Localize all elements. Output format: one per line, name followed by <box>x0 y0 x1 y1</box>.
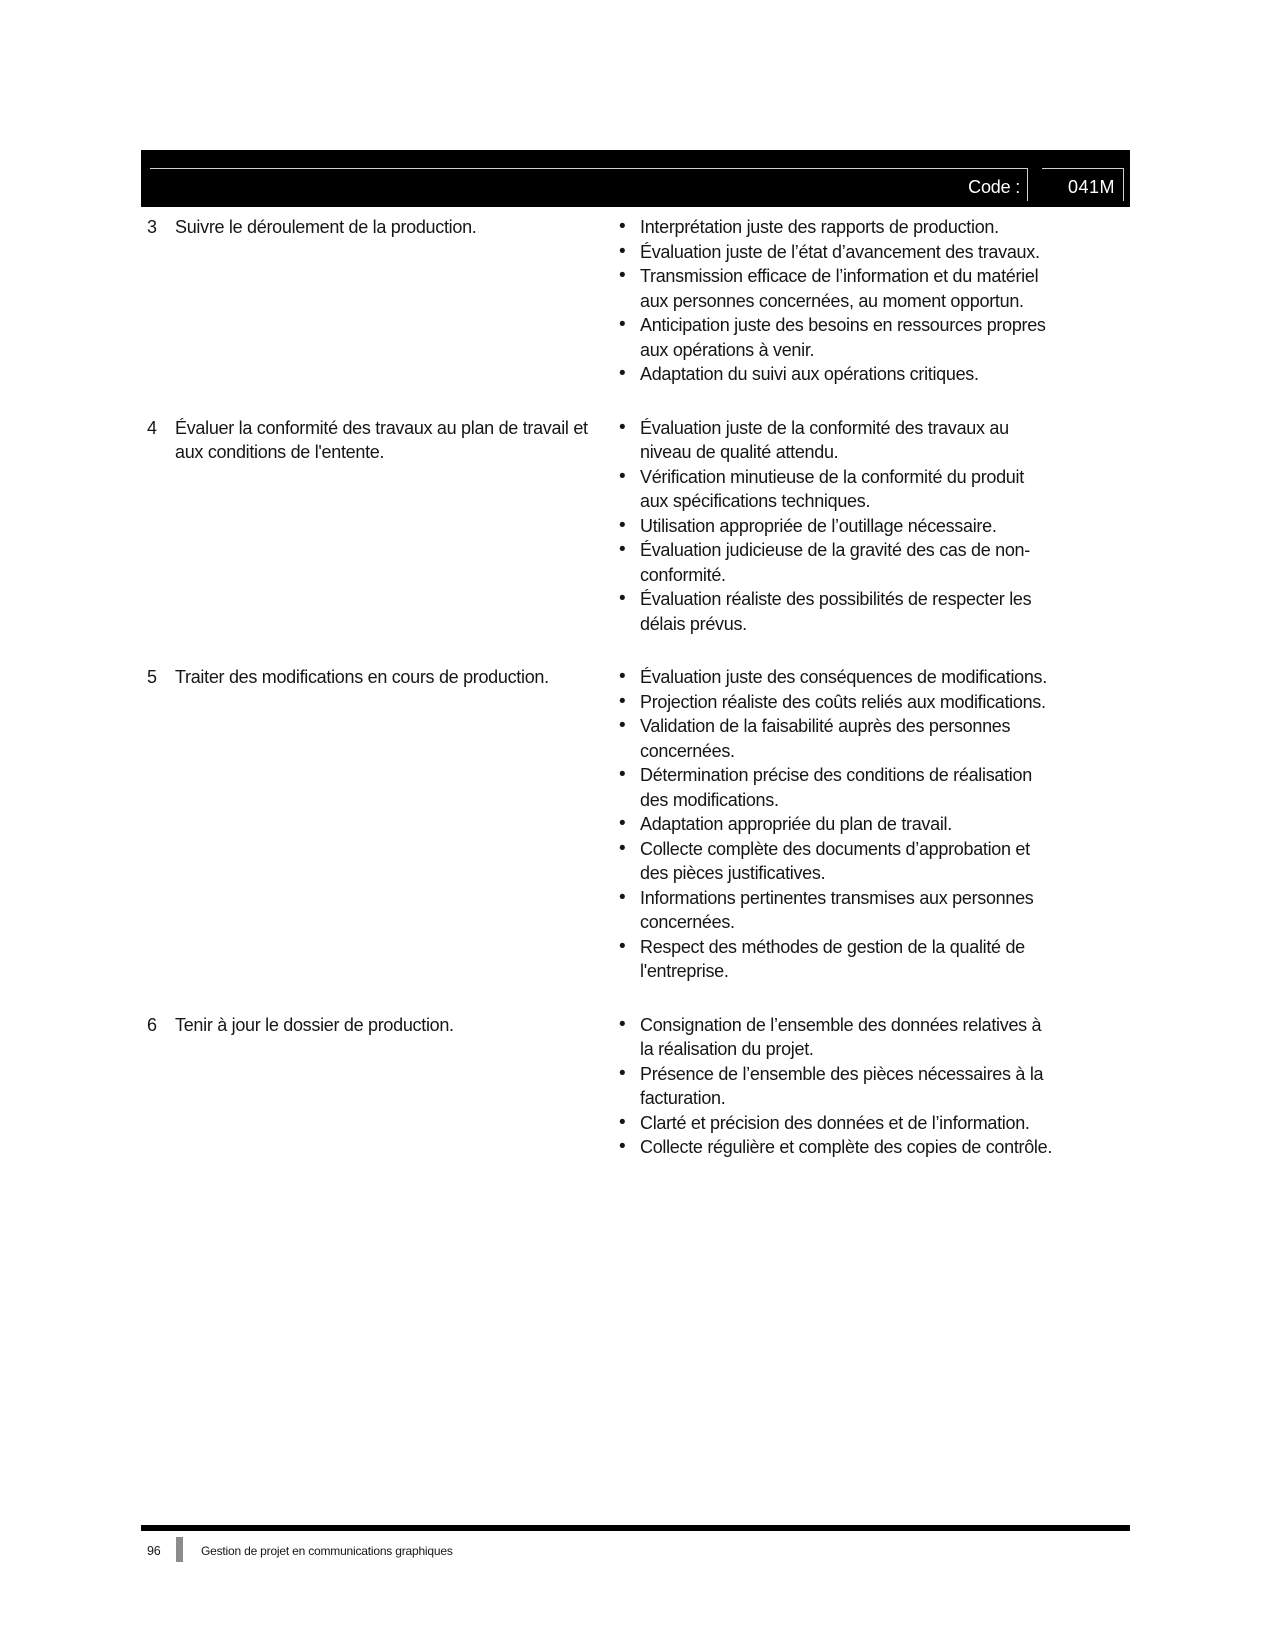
criterion-item: • Collecte régulière et complète des copies de contrôle. <box>613 1135 1055 1160</box>
criteria-list <box>613 215 1055 387</box>
objective-text: Tenir à jour le dossier de production. <box>175 1014 454 1035</box>
criterion-item: • Vérification minutieuse de la conformité du produit aux spécifications techniques. <box>613 465 1055 514</box>
criteria-list <box>613 665 1055 984</box>
objective-text: Suivre le déroulement de la production. <box>175 217 477 237</box>
criterion-item: • Anticipation juste des besoins en ressources propres aux opérations à venir. <box>613 313 1055 362</box>
header-divider-right <box>1123 168 1124 201</box>
criterion-item: • Transmission efficace de l’information et du matériel aux personnes concernées, au moment opportun. <box>613 264 1055 313</box>
header-rule-left <box>150 168 1027 169</box>
objective-number: 6 <box>147 1014 157 1035</box>
criterion-item: • Évaluation juste des conséquences de modifications. <box>613 665 1055 690</box>
objective-text: Traiter des modifications en cours de production. <box>175 667 549 687</box>
footer-rule <box>141 1525 1130 1531</box>
criterion-item: • Validation de la faisabilité auprès des personnes concernées. <box>613 714 1055 763</box>
objective <box>147 215 613 387</box>
criteria-list <box>613 1013 1055 1160</box>
criterion-item: • Présence de l’ensemble des pièces nécessaires à la facturation. <box>613 1062 1055 1111</box>
criterion-item: • Évaluation juste de l’état d’avancement des travaux. <box>613 240 1055 265</box>
header-code-bar <box>141 150 1130 207</box>
section-row <box>147 1013 1275 1160</box>
objective-number: 5 <box>147 667 157 687</box>
criterion-item: • Utilisation appropriée de l’outillage nécessaire. <box>613 514 1055 539</box>
criterion-item: • Informations pertinentes transmises aux personnes concernées. <box>613 886 1055 935</box>
objective-number: 4 <box>147 417 157 438</box>
criterion-item: • Détermination précise des conditions de réalisation des modifications. <box>613 763 1055 812</box>
criterion-item: • Consignation de l’ensemble des données relatives à la réalisation du projet. <box>613 1013 1055 1062</box>
criterion-item: • Interprétation juste des rapports de production. <box>613 215 1055 240</box>
criterion-item: • Adaptation appropriée du plan de travail. <box>613 812 1055 837</box>
code-value: 041M <box>1067 177 1115 197</box>
code-label: Code : <box>968 177 1020 197</box>
criterion-item: • Évaluation judicieuse de la gravité des cas de non-conformité. <box>613 538 1055 587</box>
footer-document-title: Gestion de projet en communications graphiques <box>201 1544 453 1558</box>
footer-page-number: 96 <box>147 1544 161 1558</box>
criteria-list <box>613 416 1055 637</box>
criterion-item: • Projection réaliste des coûts reliés aux modifications. <box>613 690 1055 715</box>
criterion-item: • Clarté et précision des données et de l’information. <box>613 1111 1055 1136</box>
criterion-item: • Évaluation réaliste des possibilités de respecter les délais prévus. <box>613 587 1055 636</box>
header-rule-right <box>1042 168 1123 169</box>
sections <box>0 215 1275 1189</box>
section-row <box>147 416 1275 637</box>
objective <box>147 665 613 984</box>
objective-text: Évaluer la conformité des travaux au plan de travail et aux conditions de l'entente. <box>175 417 588 462</box>
criterion-item: • Évaluation juste de la conformité des travaux au niveau de qualité attendu. <box>613 416 1055 465</box>
objective <box>147 416 613 637</box>
criterion-item: • Collecte complète des documents d’approbation et des pièces justificatives. <box>613 837 1055 886</box>
criterion-item: • Adaptation du suivi aux opérations critiques. <box>613 362 1055 387</box>
header-divider-left <box>1027 168 1028 201</box>
section-row <box>147 665 1275 984</box>
criterion-item: • Respect des méthodes de gestion de la qualité de l'entreprise. <box>613 935 1055 984</box>
section-row <box>147 215 1275 387</box>
objective-number: 3 <box>147 217 157 237</box>
objective <box>147 1013 613 1160</box>
footer-accent-bar <box>176 1537 183 1562</box>
